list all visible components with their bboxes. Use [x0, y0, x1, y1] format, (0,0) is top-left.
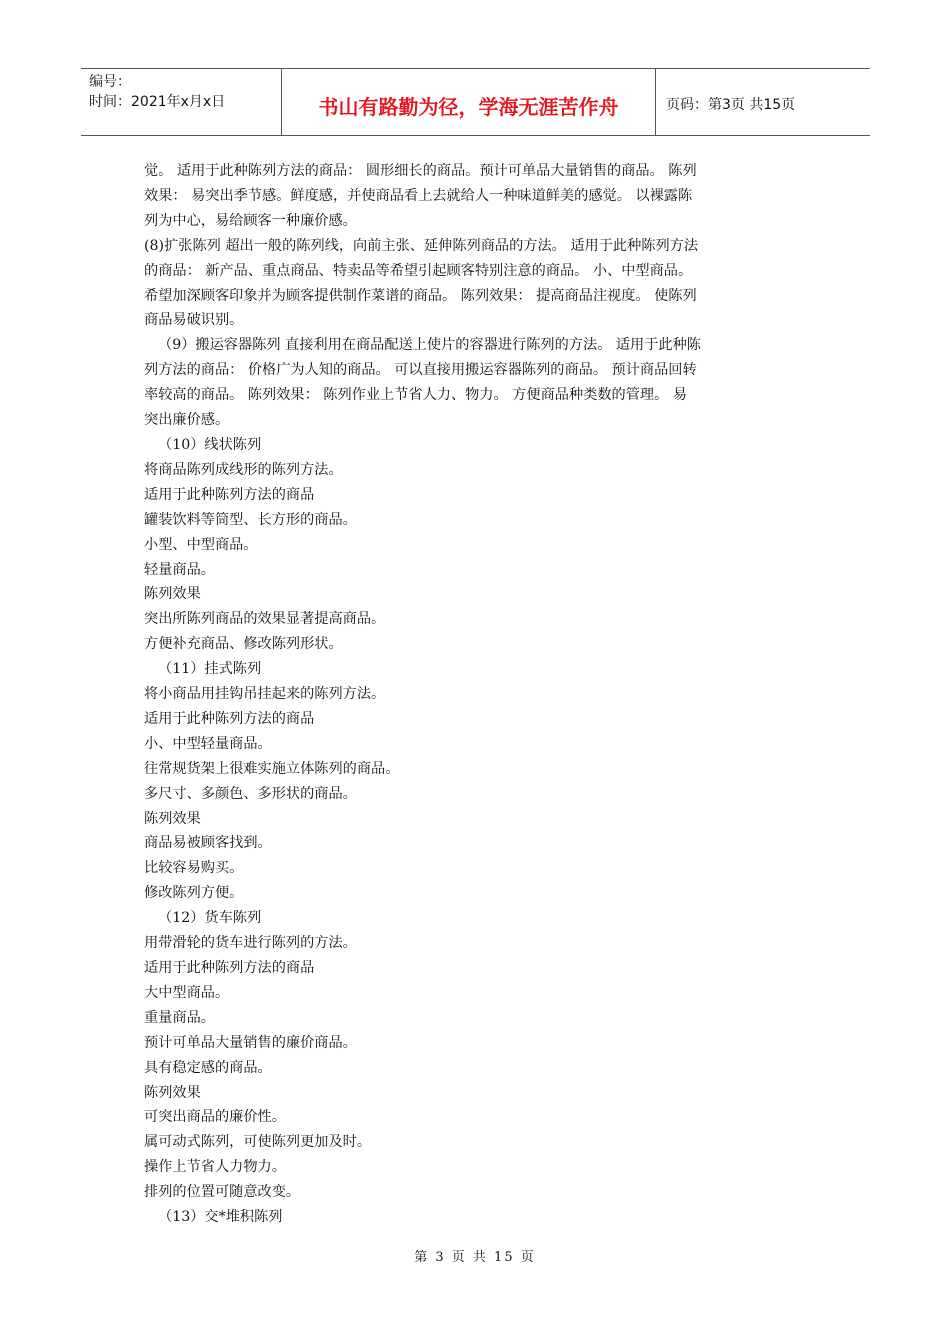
- header-meta: [81, 69, 282, 135]
- body-line: 轻量商品。: [144, 561, 215, 578]
- body-line: 希望加深顾客印象并为顾客提供制作菜谱的商品。 陈列效果： 提高商品注视度。 使陈列: [144, 287, 697, 304]
- body-line: （9）搬运容器陈列 直接利用在商品配送上使片的容器进行陈列的方法。 适用于此种陈: [158, 337, 701, 354]
- body-line: 比较容易购买。: [144, 860, 244, 877]
- body-line: 用带滑轮的货车进行陈列的方法。: [144, 935, 357, 952]
- body-line: 商品易破识别。: [144, 312, 244, 329]
- page-footer: 第 3 页 共 15 页: [414, 1250, 536, 1265]
- body-line: 小、中型轻量商品。: [144, 735, 272, 752]
- body-line: 排列的位置可随意改变。: [144, 1184, 301, 1201]
- body-line: 的商品： 新产品、重点商品、特卖品等希望引起顾客特别注意的商品。 小、中型商品。: [144, 262, 693, 279]
- body-line: 列方法的商品： 价格广为人知的商品。 可以直接用搬运容器陈列的商品。 预计商品回转: [144, 362, 697, 379]
- document-number: 编号：: [89, 74, 131, 90]
- body-line: 列为中心，易给顾客一种廉价感。: [144, 212, 357, 229]
- body-line: 商品易被顾客找到。: [144, 835, 272, 852]
- body-line: 小型、中型商品。: [144, 536, 258, 553]
- body-line: 方便补充商品、修改陈列形状。: [144, 636, 343, 653]
- document-time: 时间：2021年x月x日: [89, 94, 226, 110]
- body-line: 修改陈列方便。: [144, 885, 244, 902]
- body-line: 将商品陈列成线形的陈列方法。: [144, 461, 343, 478]
- body-line: （11）挂式陈列: [158, 661, 262, 678]
- body-line: 将小商品用挂钩吊挂起来的陈列方法。: [144, 686, 386, 703]
- body-line: 属可动式陈列，可使陈列更加及时。: [144, 1134, 372, 1151]
- body-line: 突出所陈列商品的效果显著提高商品。: [144, 611, 386, 628]
- body-line: 适用于此种陈列方法的商品: [144, 710, 315, 727]
- header-slogan: 书山有路勤为径，学海无涯苦作舟: [282, 69, 656, 135]
- body-line: 适用于此种陈列方法的商品: [144, 960, 315, 976]
- body-line: 觉。 适用于此种陈列方法的商品： 圆形细长的商品。预计可单品大量销售的商品。 陈列: [144, 163, 697, 179]
- body-line: 陈列效果: [144, 810, 201, 827]
- body-line: 适用于此种陈列方法的商品: [144, 486, 315, 503]
- body-line: 操作上节省人力物力。: [144, 1159, 286, 1176]
- body-line: 多尺寸、多颜色、多形状的商品。: [144, 785, 357, 802]
- header-page-info: 页码：第3页 共15页: [666, 97, 796, 113]
- body-line: 重量商品。: [144, 1009, 215, 1026]
- body-line: 陈列效果: [144, 1084, 201, 1101]
- body-line: 大中型商品。: [144, 984, 230, 1001]
- body-line: 效果： 易突出季节感。鲜度感，并使商品看上去就给人一种味道鲜美的感觉。 以裸露陈: [144, 187, 693, 204]
- document-body: [144, 159, 812, 1230]
- body-line: （12）货车陈列: [158, 910, 262, 927]
- body-line: 预计可单品大量销售的廉价商品。: [144, 1034, 357, 1051]
- body-line: （10）线状陈列: [158, 436, 262, 453]
- body-line: 陈列效果: [144, 586, 201, 603]
- body-line: （13）交*堆积陈列: [158, 1209, 283, 1226]
- page-header: [81, 68, 870, 136]
- body-line: (8)扩张陈列 超出一般的陈列线，向前主张、延伸陈列商品的方法。 适用于此种陈列方法: [144, 237, 699, 254]
- body-line: 率较高的商品。 陈列效果： 陈列作业上节省人力、物力。 方便商品种类数的管理。 易: [144, 387, 687, 404]
- body-line: 突出廉价感。: [144, 412, 230, 429]
- body-line: 可突出商品的廉价性。: [144, 1109, 286, 1126]
- body-line: 具有稳定感的商品。: [144, 1059, 272, 1076]
- body-line: 往常规货架上很难实施立体陈列的商品。: [144, 760, 400, 777]
- body-line: 罐装饮料等筒型、长方形的商品。: [144, 511, 357, 528]
